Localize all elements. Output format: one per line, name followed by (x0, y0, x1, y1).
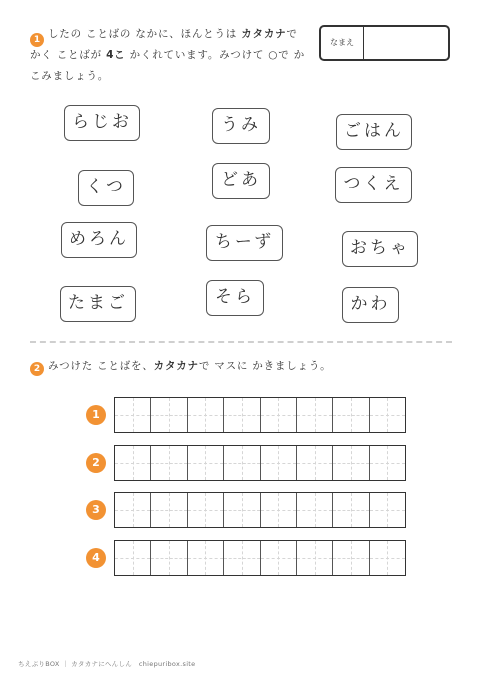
instruction-1 (48, 24, 318, 45)
answer-cell[interactable] (333, 446, 369, 480)
answer-grid-3[interactable] (114, 492, 406, 528)
answer-cell[interactable] (297, 398, 333, 432)
answer-row-number-3: 3 (86, 500, 106, 520)
word-card-kutsu[interactable]: くつ (78, 170, 134, 206)
answer-row-number-4: 4 (86, 548, 106, 568)
question-number-1: 1 (30, 33, 44, 47)
answer-cell[interactable] (261, 541, 297, 575)
answer-cell[interactable] (370, 541, 405, 575)
answer-cell[interactable] (115, 398, 151, 432)
answer-cell[interactable] (151, 493, 187, 527)
answer-cell[interactable] (224, 446, 260, 480)
answer-cell[interactable] (224, 541, 260, 575)
instruction-1-line2-end: かくれています。みつけて ○で か (125, 49, 306, 61)
answer-grid-2[interactable] (114, 445, 406, 481)
answer-cell[interactable] (151, 398, 187, 432)
answer-grid-4[interactable] (114, 540, 406, 576)
answer-cell[interactable] (188, 446, 224, 480)
answer-cell[interactable] (115, 446, 151, 480)
answer-cell[interactable] (297, 541, 333, 575)
word-card-gohan[interactable]: ごはん (336, 114, 412, 150)
word-card-doa[interactable]: どあ (212, 163, 270, 199)
instruction-1-line1-bold: カタカナ (241, 28, 287, 40)
answer-cell[interactable] (224, 493, 260, 527)
answer-cell[interactable] (188, 493, 224, 527)
instruction-1-line1-text: したの ことばの なかに、ほんとうは (48, 28, 242, 40)
word-card-sora[interactable]: そら (206, 280, 264, 316)
word-card-chiizu[interactable]: ちーず (206, 225, 283, 261)
answer-cell[interactable] (370, 398, 405, 432)
answer-cell[interactable] (333, 398, 369, 432)
answer-cell[interactable] (261, 493, 297, 527)
section-divider (30, 341, 452, 343)
answer-cell[interactable] (370, 493, 405, 527)
word-card-tamago[interactable]: たまご (60, 286, 136, 322)
instruction-1-line3: こみましょう。 (30, 70, 110, 82)
instruction-1-line1-end: で (286, 28, 298, 40)
answer-cell[interactable] (115, 541, 151, 575)
instruction-1-line2 (30, 45, 315, 66)
answer-cell[interactable] (115, 493, 151, 527)
answer-cell[interactable] (151, 541, 187, 575)
answer-cell[interactable] (370, 446, 405, 480)
word-card-meron[interactable]: めろん (61, 222, 137, 258)
name-label: なまえ (321, 27, 364, 59)
answer-cell[interactable] (261, 446, 297, 480)
word-card-tsukue[interactable]: つくえ (335, 167, 412, 203)
answer-grid-1[interactable] (114, 397, 406, 433)
name-box[interactable] (319, 25, 450, 61)
answer-cell[interactable] (188, 398, 224, 432)
question-number-2: 2 (30, 362, 44, 376)
answer-cell[interactable] (224, 398, 260, 432)
instruction-1-line2-bold: 4こ (106, 49, 126, 61)
word-card-radio[interactable]: らじお (64, 105, 140, 141)
word-card-umi[interactable]: うみ (212, 108, 270, 144)
instruction-2-text: みつけた ことばを、 (48, 360, 154, 372)
answer-cell[interactable] (151, 446, 187, 480)
instruction-1-line2-text: かく ことばが (30, 49, 107, 61)
answer-cell[interactable] (297, 493, 333, 527)
answer-cell[interactable] (188, 541, 224, 575)
answer-row-number-2: 2 (86, 453, 106, 473)
answer-cell[interactable] (261, 398, 297, 432)
word-card-kawa[interactable]: かわ (342, 287, 399, 323)
word-card-ocha[interactable]: おちゃ (342, 231, 418, 267)
instruction-2-end: で マスに かきましょう。 (198, 360, 332, 372)
instruction-2 (48, 356, 331, 377)
footer-credit: ちえぶりBOX ｜ カタカナにへんしん chiepuribox.site (18, 660, 196, 668)
answer-row-number-1: 1 (86, 405, 106, 425)
answer-cell[interactable] (333, 541, 369, 575)
answer-cell[interactable] (333, 493, 369, 527)
answer-cell[interactable] (297, 446, 333, 480)
instruction-2-bold: カタカナ (153, 360, 199, 372)
